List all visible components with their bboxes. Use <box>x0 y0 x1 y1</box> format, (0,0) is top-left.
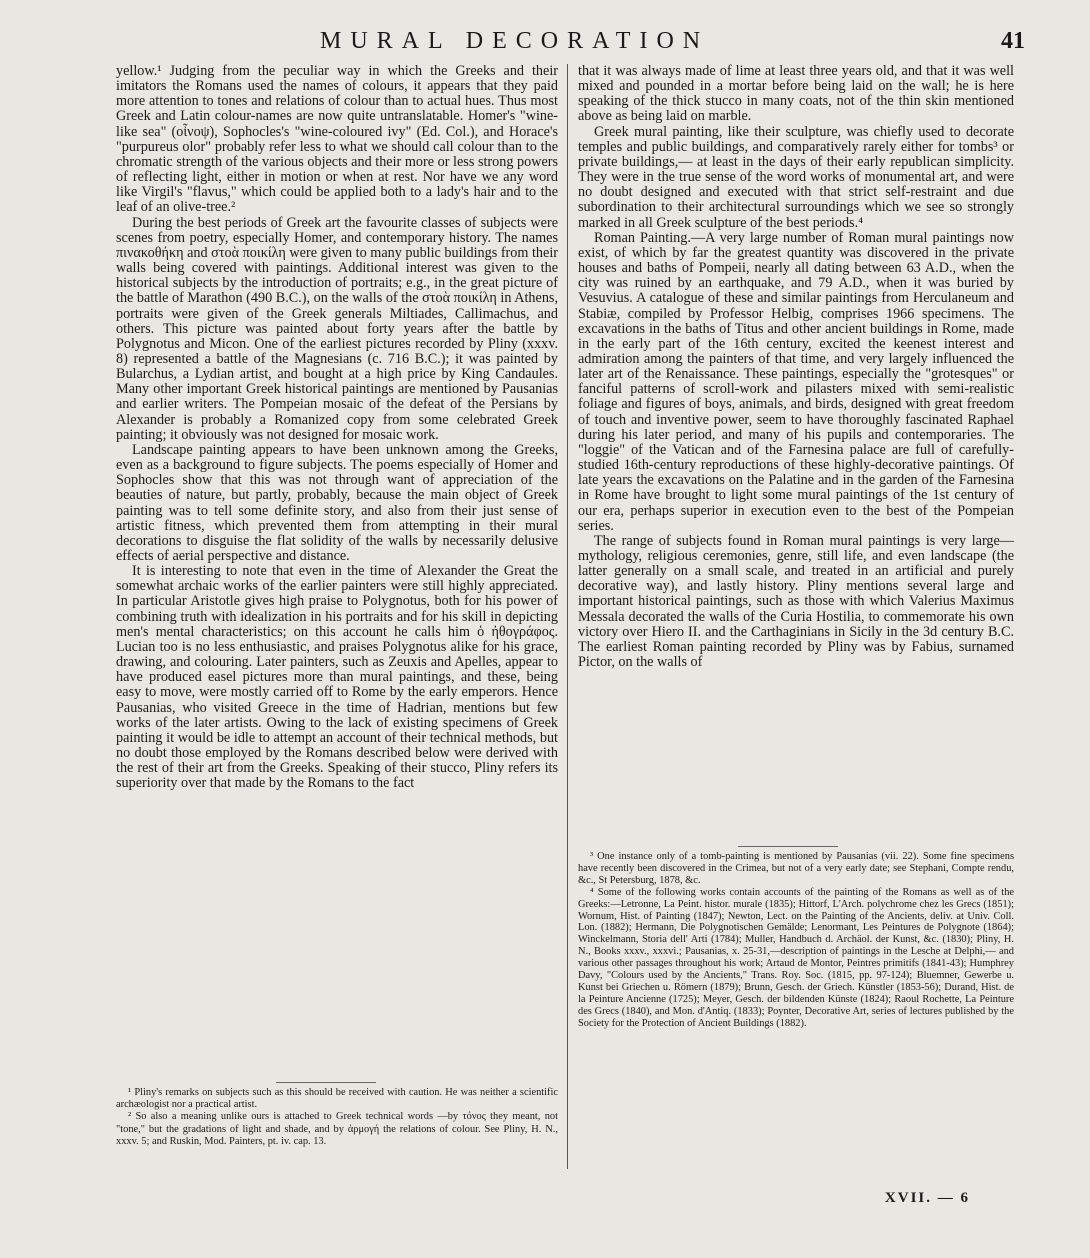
paragraph: Roman Painting.—A very large number of Roman mural paintings now exist, of which by far the greatest quantity was discovered in the private houses and baths of Pompeii, nearly all dating between 63 A.D., when the city was ruined by an earthquake, and 79 A.D., when it was buried by Vesuvius. A catalogue of these and similar paintings from Herculaneum and Stabiæ, compiled by Professor Helbig, comprises 1966 specimens. The excavations in the baths of Titus and other ancient buildings in Rome, made in the early part of the 16th century, excited the keenest interest and admiration among the painters of that time, and very largely influenced the later art of the Renaissance. These paintings, especially the "grotesques" or fanciful patterns of scroll-work and pilasters mixed with semi-realistic foliage and figures of boys, animals, and birds, designed with great freedom of touch and inventive power, seem to have thoroughly fascinated Raphael during his later period, and many of his pupils and contemporaries. The "loggie" of the Vatican and of the Farnesina palace are full of carefully-studied 16th-century reproductions of these highly-decorative paintings. Of late years the excavations on the Palatine and in the garden of the Farnesina in Rome have brought to light some mural paintings of the 1st century of our era, perhaps superior in execution even to the best of the Pompeian series. <box>578 229 1014 534</box>
paragraph: The range of subjects found in Roman mural paintings is very large—mythology, religious ceremonies, genre, still life, and even landscape (the latter generally on a small scale, and treated in an artificial and purely decorative way), and lastly history. Pliny mentions several large and important historical paintings, such as those with which Valerius Maximus Messala decorated the walls of the Curia Hostilia, to commemorate his own victory over Hiero II. and the Carthaginians in Sicily in the 3d century B.C. The earliest Roman painting recorded by Pliny was by Fabius, surnamed Pictor, on the walls of <box>578 532 1014 671</box>
footnote-rule <box>738 846 838 847</box>
paragraph: that it was always made of lime at least three years old, and that it was well mixed and pounded in a mortar before being laid on the wall; he is here speaking of the thick stucco in many coats, not of the thin skin mentioned above as being laid on marble. <box>578 63 1014 125</box>
footnote: ² So also a meaning unlike ours is attached to Greek technical words —by τόνος they meant, not "tone," but the gradations of light and shade, and by ἁρμογή the relations of colour. See Pliny, H. N., xxxv. 5; and Ruskin, Mod. Painters, pt. iv. cap. 13. <box>116 1111 558 1147</box>
footnote: ³ One instance only of a tomb-painting is mentioned by Pausanias (vii. 22). Some fine specimens have recently been discovered in the Crimea, but not of a very early date; see Stephani, Compte rendu, &c., St Petersburg, 1878, &c. <box>578 851 1014 886</box>
paragraph: Greek mural painting, like their sculpture, was chiefly used to decorate temples and public buildings, and comparatively rarely either for tombs³ or private buildings,— at least in the days of their early republican simplicity. They were in the true sense of the word works of monumental art, and were no doubt designed and executed with that strict self-restraint and due subordination to their architectural surroundings which we see so strongly marked in all Greek sculpture of the best periods.⁴ <box>578 123 1014 231</box>
running-title: MURAL DECORATION <box>320 28 710 54</box>
column-divider <box>567 64 568 1169</box>
left-column <box>116 64 558 792</box>
paragraph: Landscape painting appears to have been unknown among the Greeks, even as a background to figure subjects. The poems especially of Homer and Sophocles show that this was not through want of appreciation of the beauties of nature, but partly, probably, because the main object of Greek painting was to tell some definite story, and also from their just sense of artistic fitness, which prevented them from attempting in their mural decorations to disguise the flat solidity of the walls by necessarily delusive effects of aerial perspective and distance. <box>116 441 558 564</box>
footnotes-left <box>116 1082 558 1148</box>
paragraph: It is interesting to note that even in the time of Alexander the Great the somewhat archaic works of the earlier painters were still highly appreciated. In particular Aristotle gives high praise to Polygnotus, both for his power of combining truth with idealization in his portraits and for his skill in depicting men's mental characteristics; on this account he calls him ὁ ἠθογράφος. Lucian too is no less enthusiastic, and praises Polygnotus alike for his grace, drawing, and colouring. Later painters, such as Zeuxis and Apelles, appear to have produced easel pictures more than mural paintings, and these, being easy to move, were mostly carried off to Rome by the early emperors. Hence Pausanias, who visited Greece in the time of Hadrian, mentions but few works of the later artists. Owing to the lack of existing specimens of Greek painting it would be idle to attempt an account of their technical methods, but no doubt those employed by the Romans described below were derived with the rest of their art from the Greeks. Speaking of their stucco, Pliny refers its superiority over that made by the Romans to the fact <box>116 563 558 792</box>
footnote: ¹ Pliny's remarks on subjects such as this should be received with caution. He was neither a scientific archæologist nor a practical artist. <box>116 1087 558 1111</box>
footnote-rule <box>276 1082 376 1083</box>
page-header <box>110 28 1035 58</box>
footnotes-right <box>578 846 1014 1030</box>
signature-mark: XVII. — 6 <box>884 1190 970 1206</box>
paragraph: During the best periods of Greek art the favourite classes of subjects were scenes from poetry, especially Homer, and contemporary history. The names πινακοθήκη and στοὰ ποικίλη were given to many public buildings from their walls being covered with paintings. Additional interest was given to the historical subjects by the introduction of portraits; e.g., in the great picture of the battle of Marathon (490 B.C.), on the walls of the στοὰ ποικίλη in Athens, portraits were given of the Greek generals Miltiades, Callimachus, and others. This picture was painted about forty years after the battle by Polygnotus and Micon. One of the earliest pictures recorded by Pliny (xxxv. 8) represented a battle of the Magnesians (c. 716 B.C.); it was painted by Bularchus, a Lydian artist, and bought at a high price by King Candaules. Many other important Greek historical paintings are mentioned by Pausanias and earlier writers. The Pompeian mosaic of the defeat of the Persians by Alexander is probably a Romanized copy from some celebrated Greek painting; it obviously was not designed for mosaic work. <box>116 214 558 443</box>
right-column <box>578 64 1014 670</box>
paragraph: yellow.¹ Judging from the peculiar way in which the Greeks and their imitators the Romans used the names of colours, it appears that they paid more attention to tones and relations of colour than to actual hues. Thus most Greek and Latin colour-names are now quite untranslatable. Homer's "wine-like sea" (οἶνοψ), Sophocles's "wine-coloured ivy" (Ed. Col.), and Horace's "purpureus olor" probably refer less to what we should call colour than to the chromatic strength of the various objects and their more or less strong powers of reflecting light, either in motion or when at rest. Nor have we any word like Virgil's "flavus," which could be applied both to a lady's hair and to the leaf of an olive-tree.² <box>116 63 558 216</box>
page-number: 41 <box>1001 28 1025 54</box>
footnote: ⁴ Some of the following works contain accounts of the painting of the Romans as well as of the Greeks:—Letronne, La Peint. histor. murale (1835); Hittorf, L'Arch. polychrome chez les Grecs (1851); Wornum, Hist. of Painting (1847); Newton, Lect. on the Painting of the Ancients, deliv. at Univ. Coll. Lon. (1882); Hermann, Die Polygnotischen Gemälde; Lenormant, Les Peintures de Polygnote (1864); Winckelmann, Storia dell' Arti (1784); Muller, Handbuch d. Archäol. der Kunst, &c. (1830); Pliny, H. N., Books xxxv., xxxvi.; Pausanias, x. 25-31,—description of paintings in the Lesche at Delphi,— and various other passages throughout his work; Artaud de Montor, Peintres primitifs (1841-43); Humphrey Davy, "Colours used by the Ancients," Trans. Roy. Soc. (1815, pp. 97-124); Bluemner, Gewerbe u. Kunst bei Griechen u. Römern (1879); Brunn, Gesch. der Griech. Künstler (1853-56); Durand, Hist. de la Peinture Ancienne (1725); Meyer, Gesch. der bildenden Künste (1824); Raoul Rochette, La Peinture des Grecs (1840), and Mon. d'Antiq. (1833); Poynter, Decorative Art, series of lectures published by the Society for the Protection of Ancient Buildings (1882). <box>578 886 1014 1029</box>
